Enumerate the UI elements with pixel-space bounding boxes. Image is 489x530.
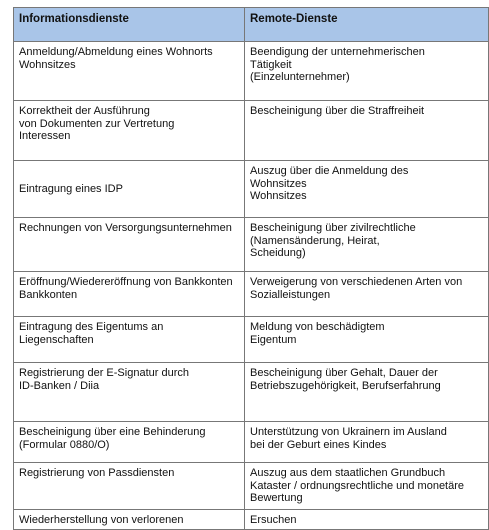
table-row [14,510,489,530]
table-row [14,161,489,218]
remote-service-cell: Bescheinigung über zivilrechtliche (Namensänderung, Heirat, Scheidung) [245,218,489,272]
info-service-cell: Rechnungen von Versorgungsunternehmen [14,218,245,272]
info-service-cell: Registrierung von Passdiensten [14,463,245,510]
header-row [14,8,489,42]
info-service-cell: Bescheinigung über eine Behinderung (Formular 0880/O) [14,422,245,463]
remote-service-cell: Ersuchen [245,510,489,530]
remote-service-cell: Meldung von beschädigtem Eigentum [245,317,489,363]
remote-service-cell: Unterstützung von Ukrainern im Ausland bei der Geburt eines Kindes [245,422,489,463]
table-row [14,363,489,422]
table-row [14,463,489,510]
table-row [14,218,489,272]
info-service-cell: Korrektheit der Ausführung von Dokumenten zur Vertretung Interessen [14,101,245,161]
header-information-services: Informationsdienste [14,8,245,42]
table-row [14,422,489,463]
info-service-cell: Eröffnung/Wiedereröffnung von Bankkonten Bankkonten [14,272,245,317]
table-row [14,101,489,161]
table-row [14,42,489,101]
header-remote-services: Remote-Dienste [245,8,489,42]
remote-service-cell: Bescheinigung über die Straffreiheit [245,101,489,161]
remote-service-cell: Auszug aus dem staatlichen Grundbuch Kataster / ordnungsrechtliche und monetäre Bewertung [245,463,489,510]
info-service-cell: Eintragung des Eigentums an Liegenschaften [14,317,245,363]
table-row [14,272,489,317]
remote-service-cell: Auszug über die Anmeldung des Wohnsitzes Wohnsitzes [245,161,489,218]
services-table [13,7,489,530]
info-service-cell: Registrierung der E-Signatur durch ID-Banken / Diia [14,363,245,422]
table-row [14,317,489,363]
info-service-cell: Eintragung eines IDP [14,161,245,218]
remote-service-cell: Beendigung der unternehmerischen Tätigkeit (Einzelunternehmer) [245,42,489,101]
info-service-cell: Anmeldung/Abmeldung eines Wohnorts Wohnsitzes [14,42,245,101]
remote-service-cell: Verweigerung von verschiedenen Arten von Sozialleistungen [245,272,489,317]
info-service-cell: Wiederherstellung von verlorenen [14,510,245,530]
remote-service-cell: Bescheinigung über Gehalt, Dauer der Betriebszugehörigkeit, Berufserfahrung [245,363,489,422]
